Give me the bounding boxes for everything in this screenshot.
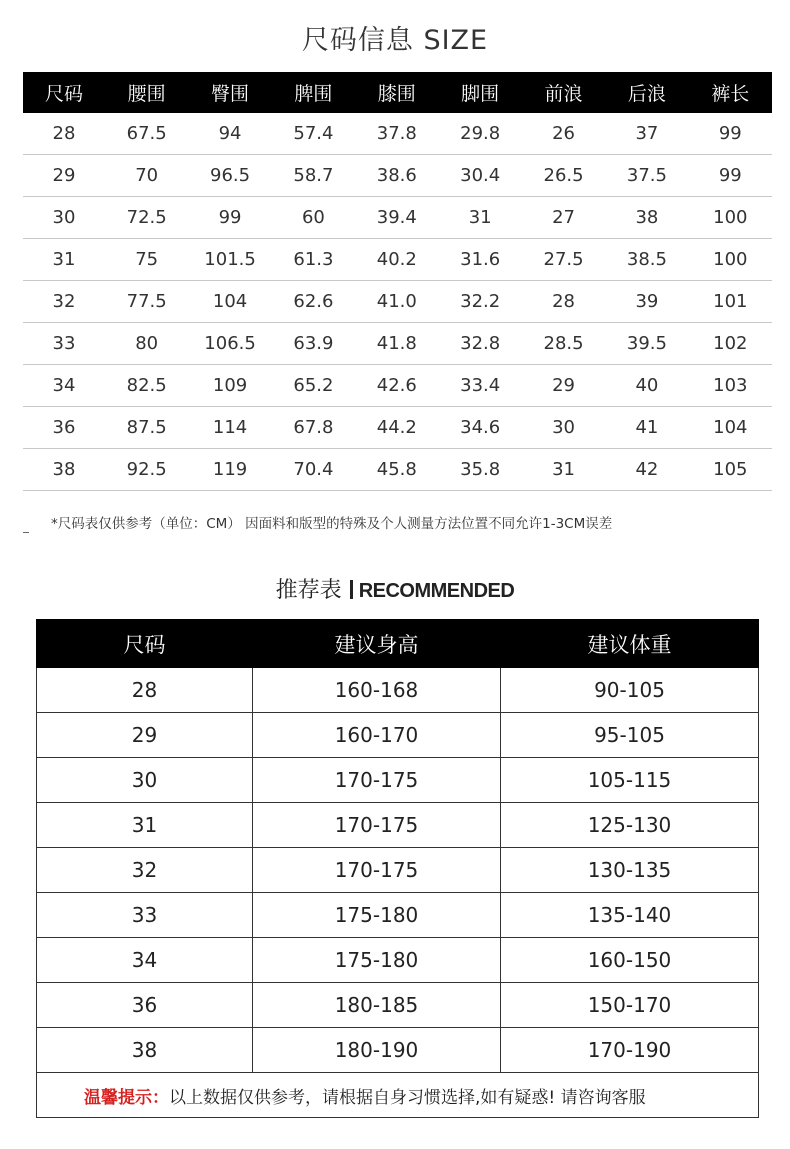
rec-table-cell: 90-105 bbox=[501, 668, 759, 713]
size-table-cell: 75 bbox=[105, 239, 188, 281]
size-table-row bbox=[23, 365, 772, 407]
size-table-cell: 30.4 bbox=[439, 155, 522, 197]
size-table-cell: 38 bbox=[23, 449, 105, 491]
size-table-cell: 39 bbox=[605, 281, 688, 323]
size-table-row bbox=[23, 323, 772, 365]
size-table-cell: 38 bbox=[605, 197, 688, 239]
size-table-row bbox=[23, 239, 772, 281]
rec-table-cell: 150-170 bbox=[501, 983, 759, 1028]
size-table-cell: 39.5 bbox=[605, 323, 688, 365]
size-table-header-cell: 前浪 bbox=[522, 72, 605, 113]
rec-table-row bbox=[37, 1028, 759, 1073]
rec-table-cell: 160-168 bbox=[253, 668, 501, 713]
size-table-header-cell: 裤长 bbox=[689, 72, 772, 113]
rec-table-cell: 30 bbox=[37, 758, 253, 803]
rec-table-row bbox=[37, 983, 759, 1028]
rec-table-cell: 38 bbox=[37, 1028, 253, 1073]
rec-table-header-cell: 建议身高 bbox=[253, 620, 501, 668]
size-table-cell: 27 bbox=[522, 197, 605, 239]
size-table-cell: 28.5 bbox=[522, 323, 605, 365]
rec-table-cell: 32 bbox=[37, 848, 253, 893]
size-table-cell: 41.0 bbox=[355, 281, 438, 323]
size-table-header-cell: 脚围 bbox=[439, 72, 522, 113]
size-table-cell: 57.4 bbox=[272, 113, 355, 155]
size-table-header-cell: 膝围 bbox=[355, 72, 438, 113]
size-table-row bbox=[23, 197, 772, 239]
rec-table-cell: 31 bbox=[37, 803, 253, 848]
rec-table-header-cell: 尺码 bbox=[37, 620, 253, 668]
size-table-cell: 105 bbox=[689, 449, 772, 491]
size-table-cell: 65.2 bbox=[272, 365, 355, 407]
size-table-row bbox=[23, 281, 772, 323]
size-table-header-cell: 尺码 bbox=[23, 72, 105, 113]
size-table-cell: 26.5 bbox=[522, 155, 605, 197]
rec-table-cell: 95-105 bbox=[501, 713, 759, 758]
size-table-cell: 27.5 bbox=[522, 239, 605, 281]
recommended-table bbox=[36, 619, 759, 1118]
rec-table-cell: 160-150 bbox=[501, 938, 759, 983]
recommended-title bbox=[0, 573, 790, 604]
rec-table-row bbox=[37, 893, 759, 938]
size-table-row bbox=[23, 407, 772, 449]
rec-table-cell: 105-115 bbox=[501, 758, 759, 803]
size-table-cell: 37.8 bbox=[355, 113, 438, 155]
rec-table-header bbox=[37, 620, 759, 668]
size-table-cell: 102 bbox=[689, 323, 772, 365]
title-separator bbox=[350, 580, 353, 599]
size-table-cell: 70.4 bbox=[272, 449, 355, 491]
size-table-header-cell: 后浪 bbox=[605, 72, 688, 113]
size-table-cell: 58.7 bbox=[272, 155, 355, 197]
size-table-cell: 30 bbox=[23, 197, 105, 239]
size-table-cell: 106.5 bbox=[188, 323, 271, 365]
size-table-cell: 38.5 bbox=[605, 239, 688, 281]
size-table-cell: 29.8 bbox=[439, 113, 522, 155]
size-table-cell: 28 bbox=[23, 113, 105, 155]
size-table-header-cell: 脾围 bbox=[272, 72, 355, 113]
size-table-cell: 96.5 bbox=[188, 155, 271, 197]
size-table-cell: 32.2 bbox=[439, 281, 522, 323]
rec-table-cell: 175-180 bbox=[253, 893, 501, 938]
size-table bbox=[23, 72, 772, 491]
size-table-cell: 34.6 bbox=[439, 407, 522, 449]
rec-table-row bbox=[37, 848, 759, 893]
size-table-cell: 109 bbox=[188, 365, 271, 407]
size-table-cell: 72.5 bbox=[105, 197, 188, 239]
tip-cell bbox=[37, 1073, 759, 1118]
size-table-cell: 31.6 bbox=[439, 239, 522, 281]
rec-table-cell: 160-170 bbox=[253, 713, 501, 758]
recommended-title-en: RECOMMENDED bbox=[358, 580, 515, 602]
size-table-cell: 32.8 bbox=[439, 323, 522, 365]
rec-table-cell: 125-130 bbox=[501, 803, 759, 848]
rec-table-cell: 175-180 bbox=[253, 938, 501, 983]
size-table-cell: 99 bbox=[188, 197, 271, 239]
size-table-cell: 63.9 bbox=[272, 323, 355, 365]
size-table-cell: 100 bbox=[689, 197, 772, 239]
size-title: 尺码信息 SIZE bbox=[301, 25, 489, 56]
rec-table-cell: 130-135 bbox=[501, 848, 759, 893]
rec-table-cell: 29 bbox=[37, 713, 253, 758]
tip-text: 以上数据仅供参考，请根据自身习惯选择,如有疑惑! 请咨询客服 bbox=[169, 1087, 646, 1108]
rec-table-cell: 34 bbox=[37, 938, 253, 983]
size-table-cell: 94 bbox=[188, 113, 271, 155]
rec-table-row bbox=[37, 803, 759, 848]
size-table-cell: 67.8 bbox=[272, 407, 355, 449]
rec-table-cell: 135-140 bbox=[501, 893, 759, 938]
size-table-cell: 67.5 bbox=[105, 113, 188, 155]
size-table-row bbox=[23, 113, 772, 155]
rec-table-cell: 180-185 bbox=[253, 983, 501, 1028]
size-table-cell: 41 bbox=[605, 407, 688, 449]
size-table-cell: 42.6 bbox=[355, 365, 438, 407]
tip-row bbox=[37, 1073, 759, 1118]
rec-table-row bbox=[37, 938, 759, 983]
divider-mark bbox=[23, 532, 29, 533]
size-table-cell: 29 bbox=[522, 365, 605, 407]
size-note: *尺码表仅供参考（单位：CM） 因面料和版型的特殊及个人测量方法位置不同允许1-3CM误差 bbox=[51, 516, 613, 532]
size-table-cell: 82.5 bbox=[105, 365, 188, 407]
size-table-header-cell: 臀围 bbox=[188, 72, 271, 113]
size-table-cell: 62.6 bbox=[272, 281, 355, 323]
rec-table-cell: 180-190 bbox=[253, 1028, 501, 1073]
rec-table-cell: 36 bbox=[37, 983, 253, 1028]
size-table-cell: 70 bbox=[105, 155, 188, 197]
size-table-cell: 32 bbox=[23, 281, 105, 323]
size-table-cell: 41.8 bbox=[355, 323, 438, 365]
rec-table-row bbox=[37, 668, 759, 713]
size-table-cell: 33 bbox=[23, 323, 105, 365]
rec-table-header-cell: 建议体重 bbox=[501, 620, 759, 668]
size-table-cell: 60 bbox=[272, 197, 355, 239]
recommended-title-cn: 推荐表 bbox=[275, 578, 342, 603]
size-table-cell: 114 bbox=[188, 407, 271, 449]
size-table-cell: 37.5 bbox=[605, 155, 688, 197]
size-table-cell: 61.3 bbox=[272, 239, 355, 281]
size-table-cell: 39.4 bbox=[355, 197, 438, 239]
size-table-row bbox=[23, 449, 772, 491]
size-table-cell: 37 bbox=[605, 113, 688, 155]
rec-table-cell: 28 bbox=[37, 668, 253, 713]
size-table-cell: 40 bbox=[605, 365, 688, 407]
rec-table-cell: 170-175 bbox=[253, 758, 501, 803]
size-table-cell: 99 bbox=[689, 155, 772, 197]
rec-table-cell: 170-175 bbox=[253, 848, 501, 893]
size-table-cell: 99 bbox=[689, 113, 772, 155]
size-table-cell: 40.2 bbox=[355, 239, 438, 281]
size-table-cell: 26 bbox=[522, 113, 605, 155]
size-table-cell: 28 bbox=[522, 281, 605, 323]
size-table-cell: 35.8 bbox=[439, 449, 522, 491]
size-table-cell: 87.5 bbox=[105, 407, 188, 449]
rec-table-cell: 170-190 bbox=[501, 1028, 759, 1073]
size-table-cell: 36 bbox=[23, 407, 105, 449]
size-table-header bbox=[23, 72, 772, 113]
rec-table-cell: 170-175 bbox=[253, 803, 501, 848]
size-table-cell: 103 bbox=[689, 365, 772, 407]
size-table-cell: 44.2 bbox=[355, 407, 438, 449]
size-table-cell: 31 bbox=[522, 449, 605, 491]
rec-table-cell: 33 bbox=[37, 893, 253, 938]
size-table-cell: 31 bbox=[439, 197, 522, 239]
size-table-cell: 100 bbox=[689, 239, 772, 281]
size-table-cell: 119 bbox=[188, 449, 271, 491]
size-table-cell: 77.5 bbox=[105, 281, 188, 323]
rec-table-row bbox=[37, 713, 759, 758]
rec-table-body bbox=[37, 668, 759, 1073]
size-table-cell: 101 bbox=[689, 281, 772, 323]
size-table-cell: 92.5 bbox=[105, 449, 188, 491]
size-table-cell: 29 bbox=[23, 155, 105, 197]
size-table-cell: 30 bbox=[522, 407, 605, 449]
size-table-cell: 104 bbox=[689, 407, 772, 449]
tip-label: 温馨提示： bbox=[84, 1087, 169, 1108]
size-table-cell: 101.5 bbox=[188, 239, 271, 281]
size-table-cell: 34 bbox=[23, 365, 105, 407]
size-table-body bbox=[23, 113, 772, 491]
size-table-header-cell: 腰围 bbox=[105, 72, 188, 113]
size-table-cell: 38.6 bbox=[355, 155, 438, 197]
size-table-cell: 33.4 bbox=[439, 365, 522, 407]
size-table-cell: 31 bbox=[23, 239, 105, 281]
size-table-cell: 80 bbox=[105, 323, 188, 365]
size-table-row bbox=[23, 155, 772, 197]
size-table-cell: 45.8 bbox=[355, 449, 438, 491]
rec-table-row bbox=[37, 758, 759, 803]
size-table-cell: 104 bbox=[188, 281, 271, 323]
size-table-cell: 42 bbox=[605, 449, 688, 491]
